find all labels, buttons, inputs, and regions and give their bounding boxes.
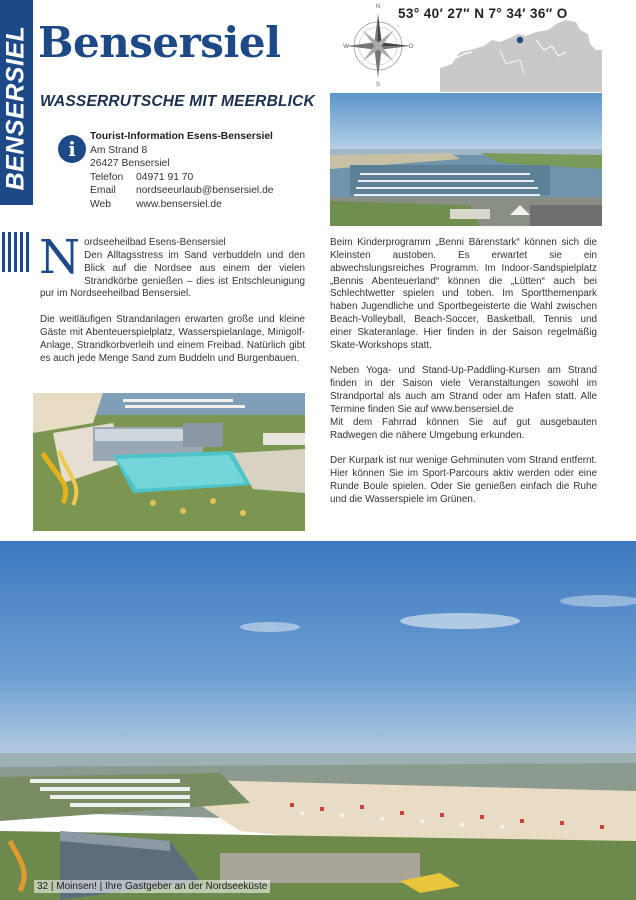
paragraph-5: Der Kurpark ist nur wenige Gehminuten vom Strand entfernt. Hier können Sie im Sport-Parcours aktiv werden oder eine Runde Boule spielen. Oder Sie genießen einfach die Ruhe und die Wasserspiele im Grünen. xyxy=(330,455,597,505)
text-column-left xyxy=(39,230,305,378)
tourist-info xyxy=(90,130,274,212)
text-column-right xyxy=(330,237,597,520)
info-street: Am Strand 8 xyxy=(90,144,148,156)
page-footer: 32 | Moinsen! | Ihre Gastgeber an der Nordseeküste xyxy=(34,880,270,893)
side-band xyxy=(0,0,33,205)
pool-photo xyxy=(33,393,305,531)
info-phone: 04971 91 70 xyxy=(136,171,194,183)
compass-o: O xyxy=(408,44,414,50)
info-web[interactable]: www.bensersiel.de xyxy=(136,198,222,210)
paragraph-3: Beim Kinderprogramm „Benni Bärenstark“ können sich die Kleinsten austoben. Es erwartet sie ein abwechslungsreiches Programm. Im Indoor-Sandspielplatz „Bennis Abenteuerland“ können die „Lütten“ auch bei Schlechtwetter spielen und toben. Im Sportthemenpark haben Jugendliche und Sportbegeisterte die Wahl zwischen Beach-Volleyball, Beach-Soccer, Basketball, Tennis und einer Skateranlage. Hier finden in der Saison regelmäßig Skate-Workshops statt. xyxy=(330,237,597,351)
info-organization: Tourist-Information Esens-Bensersiel xyxy=(90,131,273,142)
info-email[interactable]: nordseeurlaub@bensersiel.de xyxy=(136,185,274,197)
info-phone-label: Telefon xyxy=(90,171,124,183)
dropcap: N xyxy=(39,230,81,285)
side-label: BENSERSIEL xyxy=(1,25,30,191)
paragraph-4-text: Neben Yoga- und Stand-Up-Paddling-Kursen am Strand finden in der Saison viele Veranstaltungen sowohl im Strandportal als auch am Strand oder am Hafen statt. Alle Termine finden Sie auf www.bensersiel.de xyxy=(330,365,597,415)
beach-photo xyxy=(0,541,636,900)
harbor-photo xyxy=(330,93,602,226)
intro-paragraph xyxy=(39,230,305,301)
paragraph-4 xyxy=(330,365,597,442)
paragraph-2: Die weitläufigen Strandanlagen erwarten große und kleine Gäste mit Abenteuerspielplatz, Wasserspielanlage, Minigolf-Anlage, Strandkorbverleih und einem Freibad. Natürlich gibt es auch jede Menge Sand zum Buddeln und Burgenbauen. xyxy=(40,314,305,364)
info-web-row xyxy=(90,198,274,212)
page-subtitle: WASSERRUTSCHE MIT MEERBLICK xyxy=(40,93,315,110)
intro-heading: ordseeheilbad Esens-Bensersiel xyxy=(84,237,226,248)
info-city: 26427 Bensersiel xyxy=(90,158,170,170)
page-title: Bensersiel xyxy=(38,18,281,67)
info-icon: i xyxy=(58,135,86,163)
compass-icon xyxy=(342,2,414,86)
paragraph-4-cycling: Mit dem Fahrrad können Sie auf gut ausgebauten Radwegen die nähere Umgebung erkunden. xyxy=(330,416,597,441)
location-marker-icon xyxy=(517,37,523,43)
info-email-label: Email xyxy=(90,185,116,197)
info-phone-row xyxy=(90,171,274,185)
side-bars-decoration xyxy=(0,232,33,272)
compass-n: N xyxy=(375,4,381,10)
compass-s: S xyxy=(375,82,381,86)
compass-w: W xyxy=(343,44,349,50)
intro-text: Den Alltagsstress im Sand verbuddeln und den Blick auf die Nordsee aus einem der vielen Strandkörbe genießen – dies ist Entschleunigung pur im Nordseeheilbad Bensersiel. xyxy=(40,249,305,300)
coordinates: 53° 40′ 27″ N 7° 34′ 36″ O xyxy=(398,6,568,21)
info-web-label: Web xyxy=(90,198,111,210)
info-email-row xyxy=(90,184,274,198)
region-map xyxy=(440,20,602,92)
